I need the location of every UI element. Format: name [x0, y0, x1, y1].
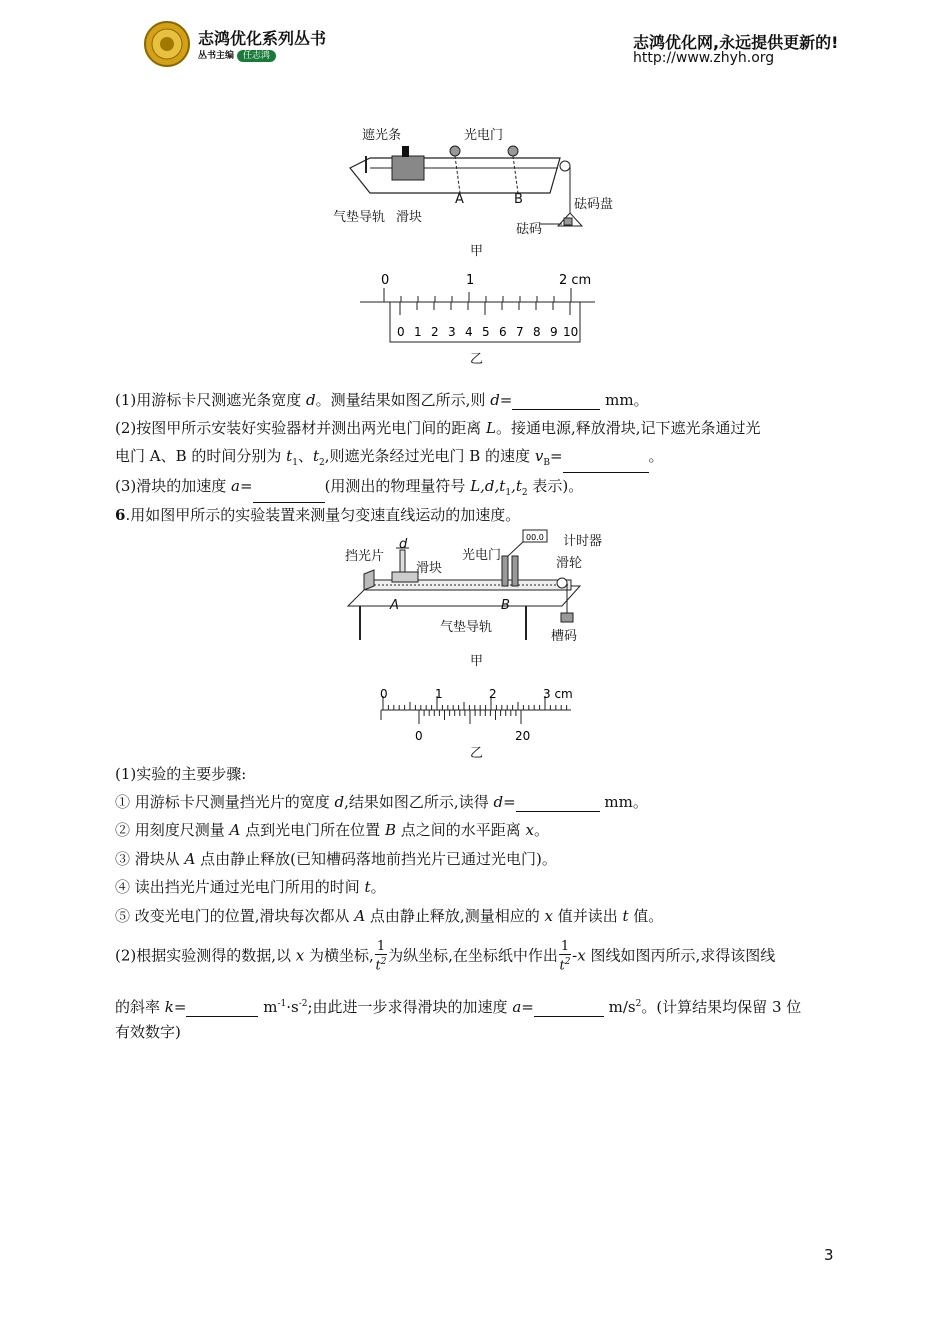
answer-blank[interactable]: [186, 1000, 258, 1017]
caliper1-vernier-labels: [397, 325, 578, 339]
caliper1-main-1: 1: [466, 273, 475, 288]
vernier-label: 3: [448, 325, 456, 339]
q6-part2-line2: 的斜率 $k= m^{-1}\cdot s^{-2}$;由此进一步求得滑块的加速度 $a= m/s^2$。(计算结果均保留 3 位: [115, 998, 802, 1016]
caliper2-main-0: 0: [380, 687, 388, 701]
vernier-label: 10: [563, 325, 579, 339]
q6-step5: ⑤ 改变光电门的位置,滑块每次都从 A 点由静止释放,测量相应的 x 值并读出 t 值。: [115, 907, 664, 925]
figure2-caliper: [375, 686, 575, 742]
q6-step4: ④ 读出挡光片通过光电门所用的时间 t。: [115, 878, 386, 896]
answer-blank[interactable]: [534, 1000, 604, 1017]
label-weight: 砝码: [516, 222, 543, 237]
label-gate-a: A: [455, 192, 464, 207]
vernier-label: 9: [550, 325, 558, 339]
label-point-a: A: [390, 598, 399, 613]
vernier-label: 5: [482, 325, 490, 339]
fraction-1-over-t2: $\frac{1}{t^2}$: [375, 939, 387, 974]
vernier-label: 8: [533, 325, 541, 339]
caliper1-main-0: 0: [381, 273, 390, 288]
figure1-caliper: [360, 270, 600, 345]
q6-steps-title: (1)实验的主要步骤:: [115, 765, 247, 783]
q6-step2: ② 用刻度尺测量 A 点到光电门所在位置 B 点之间的水平距离 x。: [115, 821, 549, 839]
caliper2-vernier-20: 20: [515, 729, 531, 742]
series-logo-icon: [143, 20, 191, 68]
vernier-label: 2: [431, 325, 439, 339]
caliper1-main-2: 2 cm: [559, 273, 592, 288]
answer-blank[interactable]: [563, 456, 649, 473]
q5-part2-line2: 电门 A、B 的时间分别为 $t_1$、$t_2$,则遮光条经过光电门 B 的速度 $v_B=$ 。: [115, 446, 664, 473]
label-photogate: 光电门: [464, 128, 504, 143]
vernier-label: 7: [516, 325, 524, 339]
timer-display: 00.0: [526, 533, 544, 542]
editor-label: 丛书主编: [198, 51, 235, 61]
label-slider2: 滑块: [416, 561, 443, 576]
caliper2-main-3: 3 cm: [543, 687, 573, 701]
vernier-label: 6: [499, 325, 507, 339]
label-weight-tray: 砝码盘: [574, 197, 614, 212]
vernier-label: 0: [397, 325, 405, 339]
label-photogate2: 光电门: [462, 548, 502, 563]
q6-step3: ③ 滑块从 A 点由静止释放(已知槽码落地前挡光片已通过光电门)。: [115, 850, 557, 868]
caliper2-main-1: 1: [435, 687, 443, 701]
q6-intro: 6.用如图甲所示的实验装置来测量匀变速直线运动的加速度。: [115, 506, 521, 524]
figure2-caption-bottom: 乙: [470, 746, 484, 761]
answer-blank[interactable]: [512, 393, 600, 410]
vernier-label: 1: [414, 325, 422, 339]
editor-name: 任志鸿: [237, 50, 276, 62]
label-d: d: [399, 537, 408, 552]
label-shading-strip: 遮光条: [362, 128, 402, 143]
figure1-caption-bottom: 乙: [470, 352, 484, 367]
caliper2-vernier-0: 0: [415, 729, 423, 742]
figure1-caption-top: 甲: [470, 244, 484, 259]
label-timer: 计时器: [563, 534, 603, 549]
q6-step1: ① 用游标卡尺测量挡光片的宽度 d,结果如图乙所示,读得 d= mm。: [115, 793, 648, 811]
site-url[interactable]: http://www.zhyh.org: [633, 50, 775, 66]
answer-blank[interactable]: [516, 795, 600, 812]
q5-part1: (1)用游标卡尺测遮光条宽度 d。测量结果如图乙所示,则 d= mm。: [115, 391, 649, 409]
q6-part2-line1: (2)根据实验测得的数据,以 x 为横坐标, $\frac{1}{t^2}$ 为纵坐标,在坐标纸中作出 $\frac{1}{t^2}$ -x 图线如图丙所示,求得该图线: [115, 939, 776, 974]
fraction-1-over-t2: $\frac{1}{t^2}$: [559, 939, 571, 974]
page-number: 3: [824, 1246, 834, 1264]
label-point-b: B: [501, 598, 510, 613]
slogan: 志鸿优化网,永远提供更新的!: [633, 33, 839, 52]
answer-blank[interactable]: [253, 486, 325, 503]
label-shading-piece: 挡光片: [345, 549, 385, 564]
q5-part3: (3)滑块的加速度 a= (用测出的物理量符号 $L,d,t_1,t_2$ 表示)。: [115, 476, 583, 503]
label-gate-b: B: [514, 192, 523, 207]
label-slider: 滑块: [396, 210, 423, 225]
caliper2-main-2: 2: [489, 687, 497, 701]
label-slot-weight: 槽码: [551, 629, 578, 644]
q6-part2-line3: 有效数字): [115, 1023, 181, 1041]
q5-part2-line1: (2)按图甲所示安装好实验器材并测出两光电门间的距离 L。接通电源,释放滑块,记下遮光条通过光: [115, 419, 761, 437]
series-title: 志鸿优化系列丛书: [198, 29, 327, 48]
figure2-caption-top: 甲: [470, 654, 484, 669]
vernier-label: 4: [465, 325, 473, 339]
label-air-track: 气垫导轨: [333, 210, 386, 225]
label-pulley: 滑轮: [556, 556, 583, 571]
label-air-track2: 气垫导轨: [440, 620, 493, 635]
